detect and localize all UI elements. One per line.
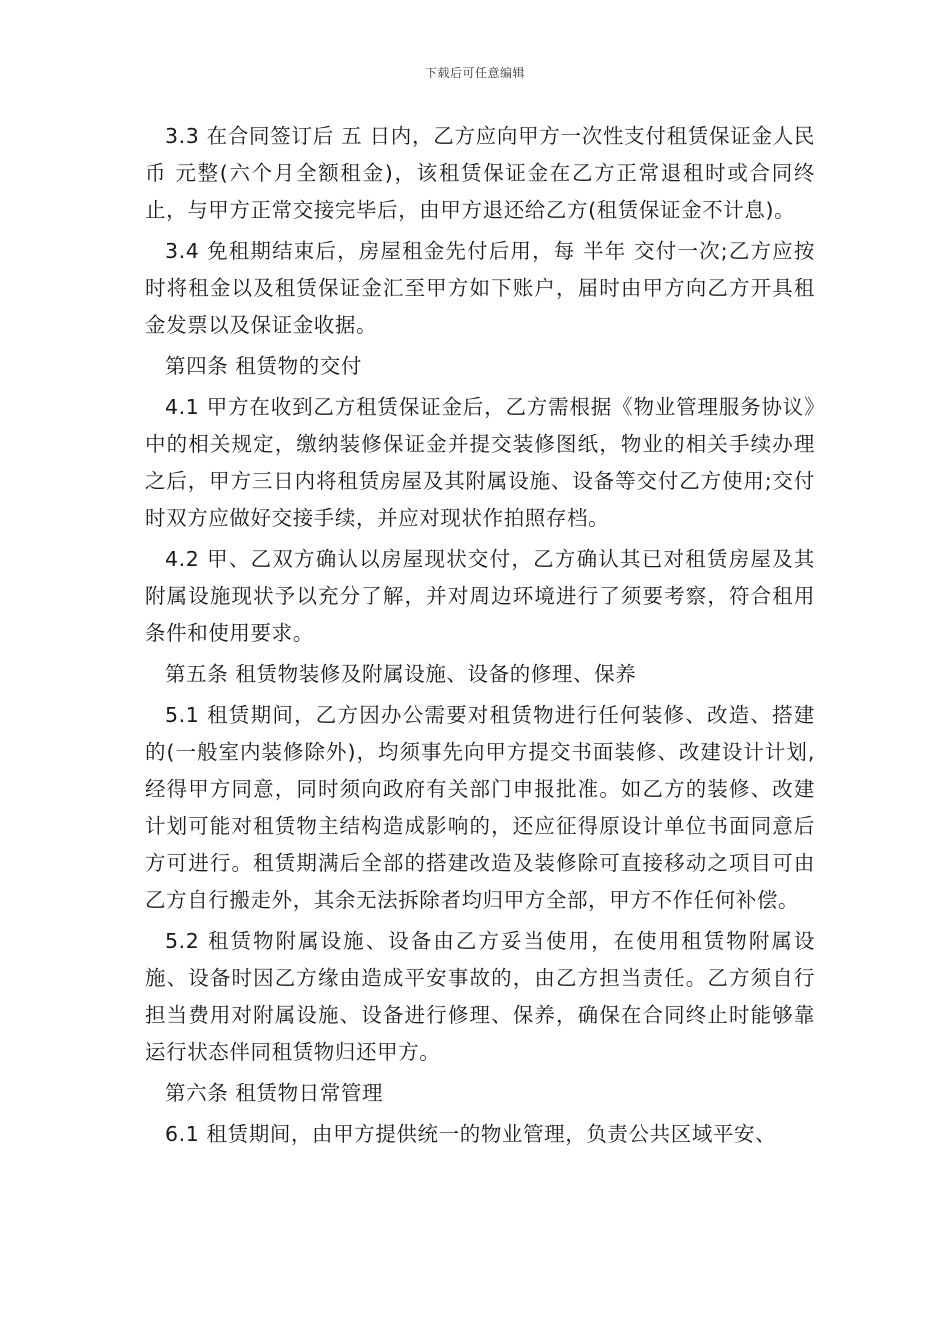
article-5-heading: 第五条 租赁物装修及附属设施、设备的修理、保养 <box>165 662 637 686</box>
page-header: 下载后可任意编辑 <box>424 66 525 80</box>
clause-3-4: 3.4 免租期结束后，房屋租金先付后用，每 半年 交付一次;乙方应按时将租金以及租赁保证金汇至甲方如下账户，届时由甲方向乙方开具租金发票以及保证金收据。 <box>145 239 815 337</box>
clause-5-2: 5.2 租赁物附属设施、设备由乙方妥当使用，在使用租赁物附属设施、设备时因乙方缘由造成平安事故的，由乙方担当责任。乙方须自行担当费用对附属设施、设备进行修理、保养，确保在合同终止时能够靠运行状态伴同租赁物归还甲方。 <box>145 929 815 1064</box>
clause-6-1: 6.1 租赁期间，由甲方提供统一的物业管理，负责公共区域平安、 <box>165 1122 777 1146</box>
clause-3-3: 3.3 在合同签订后 五 日内，乙方应向甲方一次性支付租赁保证金人民币 元整(六个月全额租金)，该租赁保证金在乙方正常退租时或合同终止，与甲方正常交接完毕后，由甲方退还给乙方(租赁保证金不计息)。 <box>145 124 815 222</box>
article-4-heading: 第四条 租赁物的交付 <box>165 354 363 378</box>
document-body <box>145 118 815 1157</box>
clause-5-1: 5.1 租赁期间，乙方因办公需要对租赁物进行任何装修、改造、搭建的(一般室内装修除外)，均须事先向甲方提交书面装修、改建设计计划,经得甲方同意，同时须向政府有关部门申报批准。如乙方的装修、改建计划可能对租赁物主结构造成影响的，还应征得原设计单位书面同意后方可进行。租赁期满后全部的搭建改造及装修除可直接移动之项目可由乙方自行搬走外，其余无法拆除者均归甲方全部，甲方不作任何补偿。 <box>145 703 815 912</box>
clause-4-1: 4.1 甲方在收到乙方租赁保证金后，乙方需根据《物业管理服务协议》中的相关规定，缴纳装修保证金并提交装修图纸，物业的相关手续办理之后，甲方三日内将租赁房屋及其附属设施、设备等交付乙方使用;交付时双方应做好交接手续，并应对现状作拍照存档。 <box>145 395 815 530</box>
article-6-heading: 第六条 租赁物日常管理 <box>165 1081 384 1105</box>
clause-4-2: 4.2 甲、乙双方确认以房屋现状交付，乙方确认其已对租赁房屋及其附属设施现状予以充分了解，并对周边环境进行了须要考察，符合租用条件和使用要求。 <box>145 547 815 645</box>
